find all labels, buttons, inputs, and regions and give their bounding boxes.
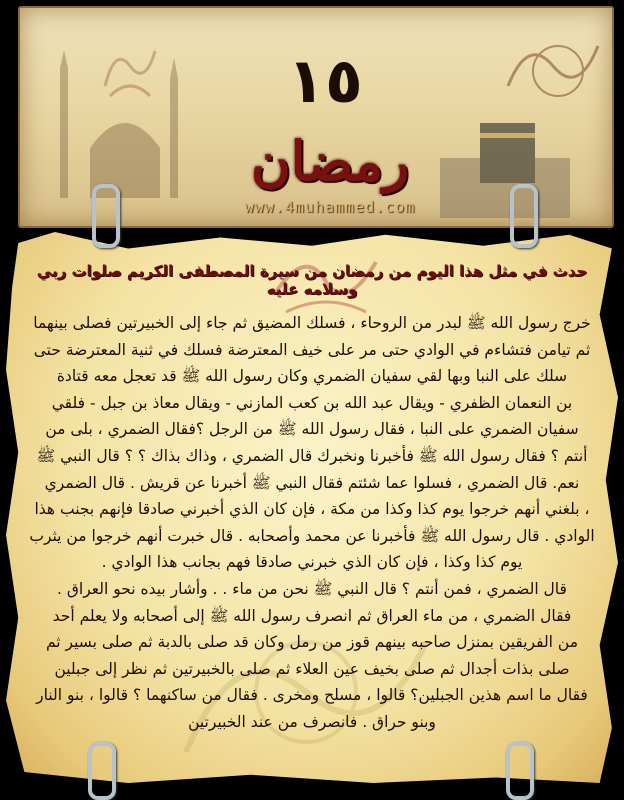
text-line: من الفريقين بمنزل صاحبه بينهم قوز من رمل وكان قد صلى بالدبة ثم صلى بسير ثم	[45, 633, 579, 652]
ring-binder-icon	[510, 184, 538, 248]
site-url-link[interactable]: www.4muhammed.com	[244, 198, 416, 216]
day-number: ١٥	[287, 44, 363, 117]
text-line: نعم. قال الضمري ، فسلوا عما شئتم فقال النبي ﷺ أخبرنا عن قريش . قال الضمري	[44, 473, 580, 492]
text-line: فقال الضمري ، من ماء العراق ثم انصرف رسول الله ﷺ إلى أصحابه ولا يعلم أحد	[52, 606, 572, 625]
text-line: فقال ما اسم هذين الجبلين؟ قالوا ، مسلح ومخرى . فقال من ساكنهما ؟ قالوا ، بنو النار	[36, 686, 588, 705]
text-line: يوم كذا وكذا ، فإن كان الذي خبرني صادقا فهم بجانب هذا الوادي .	[101, 553, 523, 572]
ring-binder-icon	[88, 742, 116, 800]
kaaba-icon	[440, 118, 570, 218]
page-subtitle: حدث في مثل هذا اليوم من رمضان من سيرة المصطفى الكريم صلوات ربي وسلامه عليه	[36, 262, 588, 298]
text-line: خرج رسول الله ﷺ لبدر من الروحاء ، فسلك المضيق ثم جاء إلى الخبيرتين فصلى بينهما	[33, 314, 591, 332]
text-line: الوادي . قال رسول الله ﷺ فأخبرنا عن محمد وأصحابه . قال خبرت أنهم خرجوا من يثرب	[29, 526, 595, 545]
text-line: صلى بذات أجدال ثم صلى بخيف عين العلاء ثم صلى بالخبيرتين ثم نظر إلى جبلين	[54, 659, 570, 678]
calligraphy-seal-icon	[95, 36, 165, 106]
month-name: رمضان	[251, 129, 409, 193]
text-line: بن النعمان الظفري - ويقال عبد الله بن كعب المازني - ويقال معاذ بن جبل - فلقي	[51, 393, 573, 412]
text-line: قال الضمري ، فمن أنتم ؟ قال النبي ﷺ نحن من ماء . . وأشار بيده نحو العراق .	[57, 579, 567, 598]
text-line: وبنو حراق . فانصرف من عند الخبيرتين	[188, 712, 436, 731]
text-line: سفيان الضمري على النبا ، فقال رسول الله ﷺ من الرجل ؟فقال الضمري ، بلى من	[45, 420, 579, 439]
text-line: ثم تيامن فتشاءم في الوادي حتى مر على خيف المعترضة فسلك في ثنية المعترضة حتى	[33, 340, 591, 359]
ring-binder-icon	[92, 184, 120, 248]
corner-calligraphy-icon	[498, 26, 608, 106]
text-line: ، بلغني أنهم خرجوا يوم كذا وكذا من مكة ، فإن كان الذي أخبرني صادقا فإنهم بجنب هذا	[34, 500, 590, 519]
text-line: سلك على النبا وبها لقي سفيان الضمري وكان رسول الله ﷺ قد تعجل معه قتادة	[56, 367, 568, 386]
story-text	[14, 310, 610, 736]
text-line: أنتم ؟ فقال رسول الله ﷺ فأخبرنا ونخبرك قال الضمري ، وذاك بذاك ؟ ؟ قال النبي ﷺ	[36, 446, 588, 465]
ring-binder-icon	[506, 742, 534, 800]
